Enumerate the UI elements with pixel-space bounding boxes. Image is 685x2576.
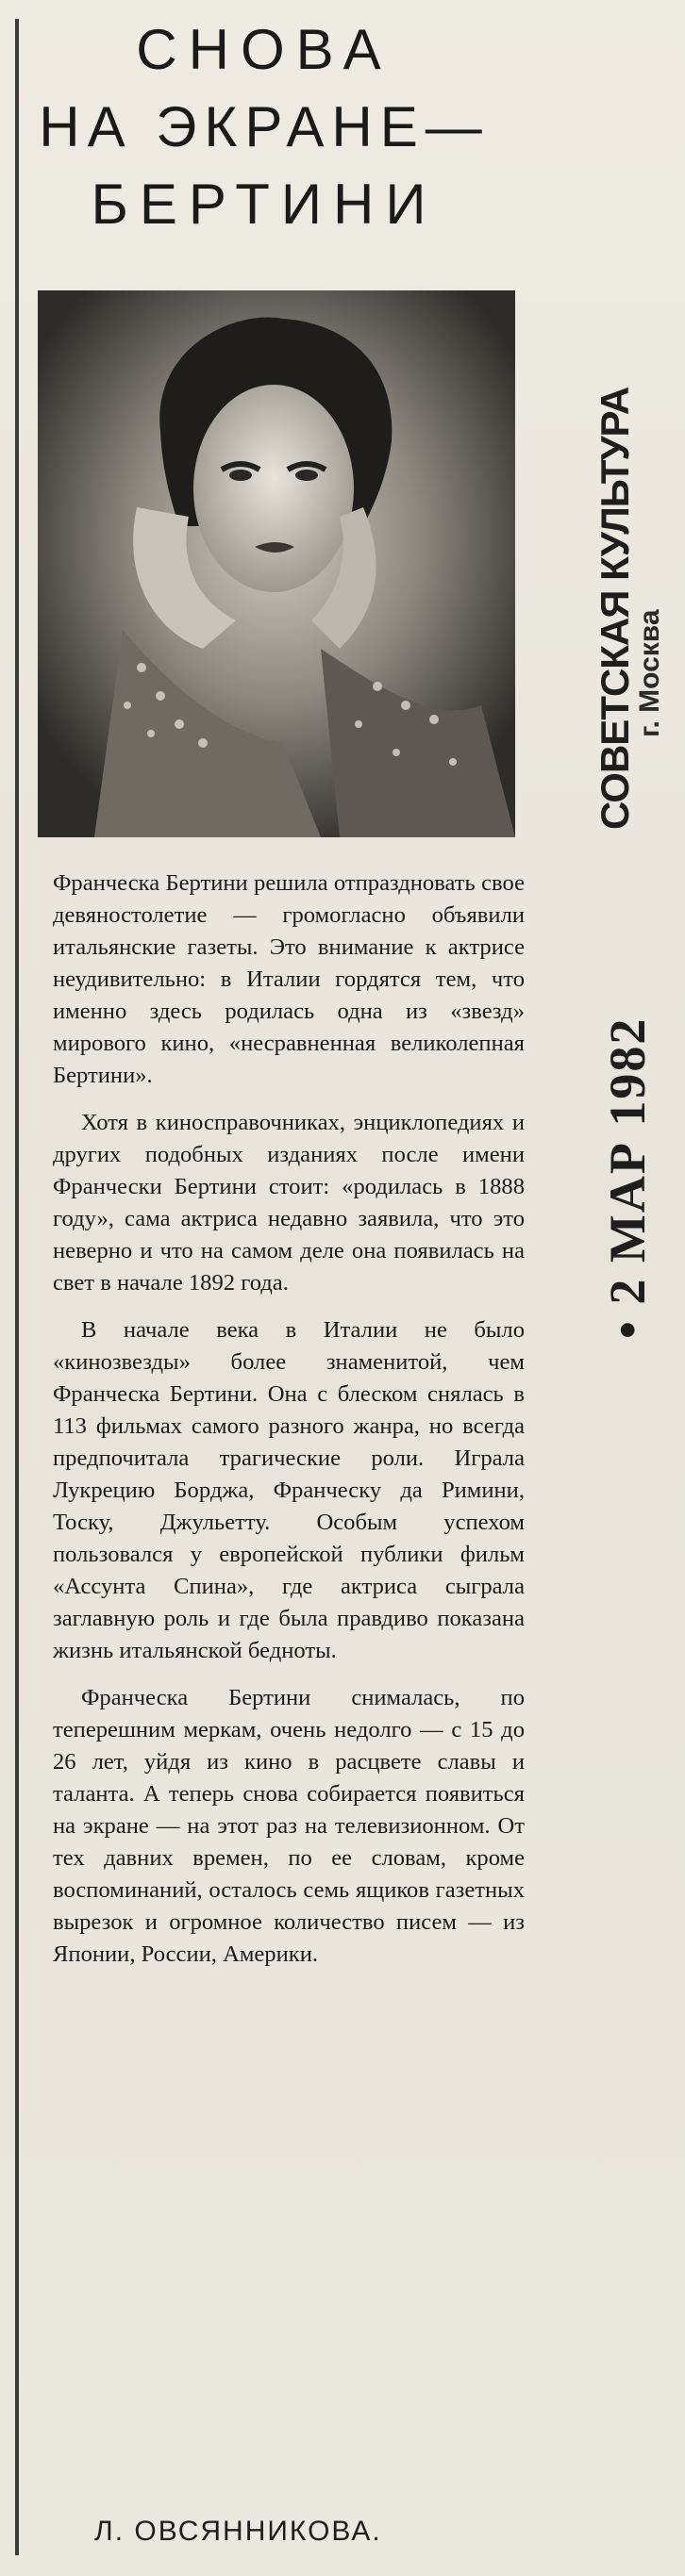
stamp-date-text: • 2 МАР 1982: [599, 1016, 656, 1339]
article-paragraph-3: В начале века в Италии не было «кинозвезды» более знаменитой, чем Франческа Бертини. Она с блеском снялась в 113 фильмах самого разного жанра, но всегда предпочитала трагические роли. Играла Лукрецию Борджа, Франческу да Римини, Тоску, Джульетту. Особым успехом пользовался у европейской публики фильм «Ассунта Спина», где актриса сыграла заглавную роль и где была правдиво показана жизнь итальянской бедноты.: [53, 1317, 525, 1663]
newspaper-masthead: [576, 387, 665, 830]
headline-line-2: НА ЭКРАНЕ—: [39, 95, 490, 158]
headline-line-1: СНОВА: [136, 18, 393, 81]
newspaper-city: г. Москва: [634, 609, 665, 737]
clipping-border: [15, 19, 19, 2555]
newspaper-name: СОВЕТСКАЯ КУЛЬТУРА: [593, 387, 637, 830]
article-paragraph-2: Хотя в киносправочниках, энциклопедиях и других подобных изданиях после имени Франчески Бертини стоит: «родилась в 1888 году», сама актриса недавно заявила, что это неверно и что на самом деле она появилась на свет в начале 1892 года.: [53, 1110, 525, 1296]
article-paragraph-4: Франческа Бертини снималась, по теперешним меркам, очень недолго — с 15 до 26 лет, уйдя из кино в расцвете славы и таланта. А теперь снова собирается появиться на экране — на этот раз на телевизионном. От тех давних времен, по ее словам, кроме воспоминаний, осталось семь ящиков газетных вырезок и огромное количество писем — из Японии, России, Америки.: [53, 1685, 525, 1967]
article-paragraph-1: Франческа Бертини решила отпраздновать свое девяностолетие — громогласно объявили итальянские газеты. Это внимание к актрисе неудивительно: в Италии гордятся тем, что именно здесь родилась одна из «звезд» мирового кино, «несравненная великолепная Бертини».: [53, 870, 525, 1088]
headline-line-3: БЕРТИНИ: [91, 173, 438, 236]
date-stamp: [576, 1016, 660, 1339]
article-author: Л. ОВСЯННИКОВА.: [94, 2516, 382, 2547]
portrait-illustration: [38, 290, 515, 837]
article-body: [53, 867, 525, 1986]
actress-portrait-photo: [38, 290, 515, 837]
